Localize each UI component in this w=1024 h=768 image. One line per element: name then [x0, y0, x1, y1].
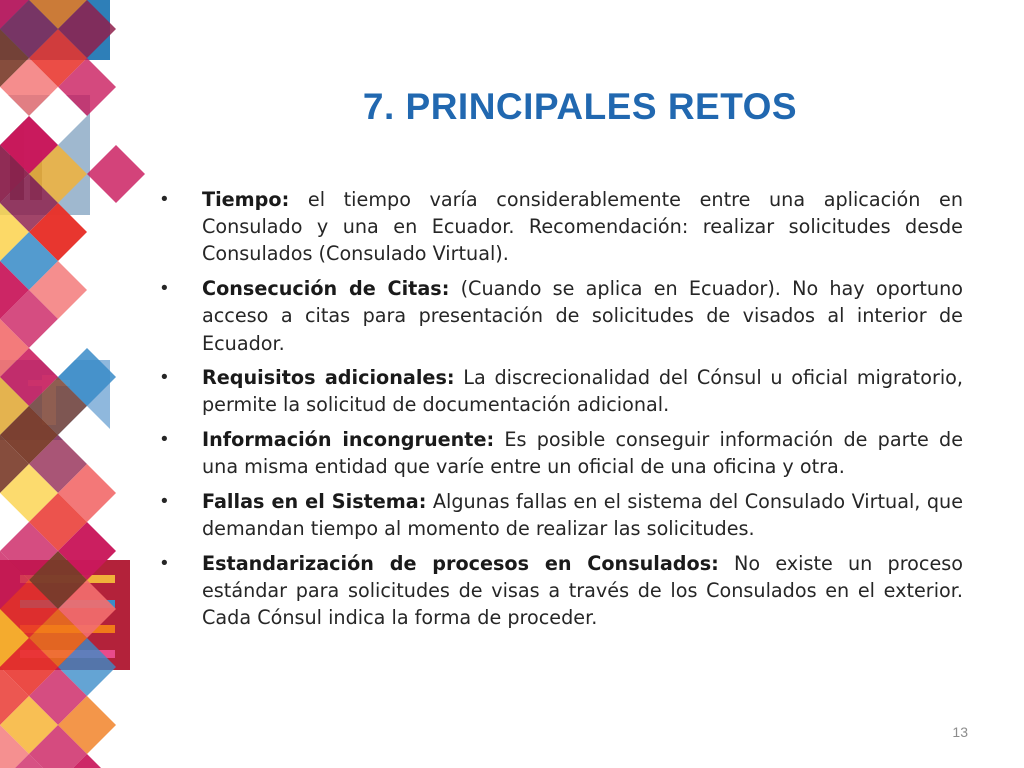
- list-item: [161, 275, 963, 357]
- bullet-text: Es posible conseguir información de parte de una misma entidad que varíe entre un oficial de una oficina y otra.: [202, 428, 963, 479]
- bullet-label: Información incongruente:: [202, 428, 495, 452]
- page-number: 13: [952, 724, 968, 740]
- bullet-icon: •: [161, 367, 168, 389]
- bullet-text: No existe un proceso estándar para solicitudes de visas a través de los Consulados en el exterior. Cada Cónsul indica la forma de proceder.: [202, 551, 963, 630]
- slide-title: 7. PRINCIPALES RETOS: [362, 86, 798, 127]
- bullet-label: Requisitos adicionales:: [202, 366, 455, 390]
- bullet-icon: •: [161, 278, 168, 300]
- bullet-text: La discrecionalidad del Cónsul u oficial migratorio, permite la solicitud de documentación adicional.: [202, 366, 964, 417]
- border-diamond: [87, 145, 145, 203]
- list-item: [161, 186, 963, 268]
- bullet-text: Algunas fallas en el sistema del Consulado Virtual, que demandan tiempo al momento de realizar las solicitudes.: [202, 490, 963, 541]
- bullet-label: Fallas en el Sistema:: [202, 490, 427, 514]
- bullet-text: (Cuando se aplica en Ecuador). No hay oportuno acceso a citas para presentación de solicitudes de visados al interior de Ecuador.: [202, 277, 963, 355]
- list-item: [161, 550, 963, 632]
- bullet-icon: •: [161, 429, 168, 451]
- list-item: [161, 364, 963, 418]
- bullet-icon: •: [161, 552, 168, 574]
- bullet-text: el tiempo varía considerablemente entre una aplicación en Consulado y una en Ecuador. Recomendación: realizar solicitudes desde Consulados (Consulado Virtual).: [202, 188, 963, 266]
- decorative-diamond-border: [0, 0, 150, 768]
- bullet-label: Estandarización de procesos en Consulados:: [202, 551, 719, 575]
- list-item: [161, 426, 963, 480]
- bullet-icon: •: [161, 189, 168, 210]
- challenges-list: [161, 186, 963, 639]
- bullet-icon: •: [161, 491, 168, 513]
- bullet-label: Tiempo:: [202, 188, 290, 211]
- list-item: [161, 488, 963, 542]
- bullet-label: Consecución de Citas:: [202, 277, 450, 301]
